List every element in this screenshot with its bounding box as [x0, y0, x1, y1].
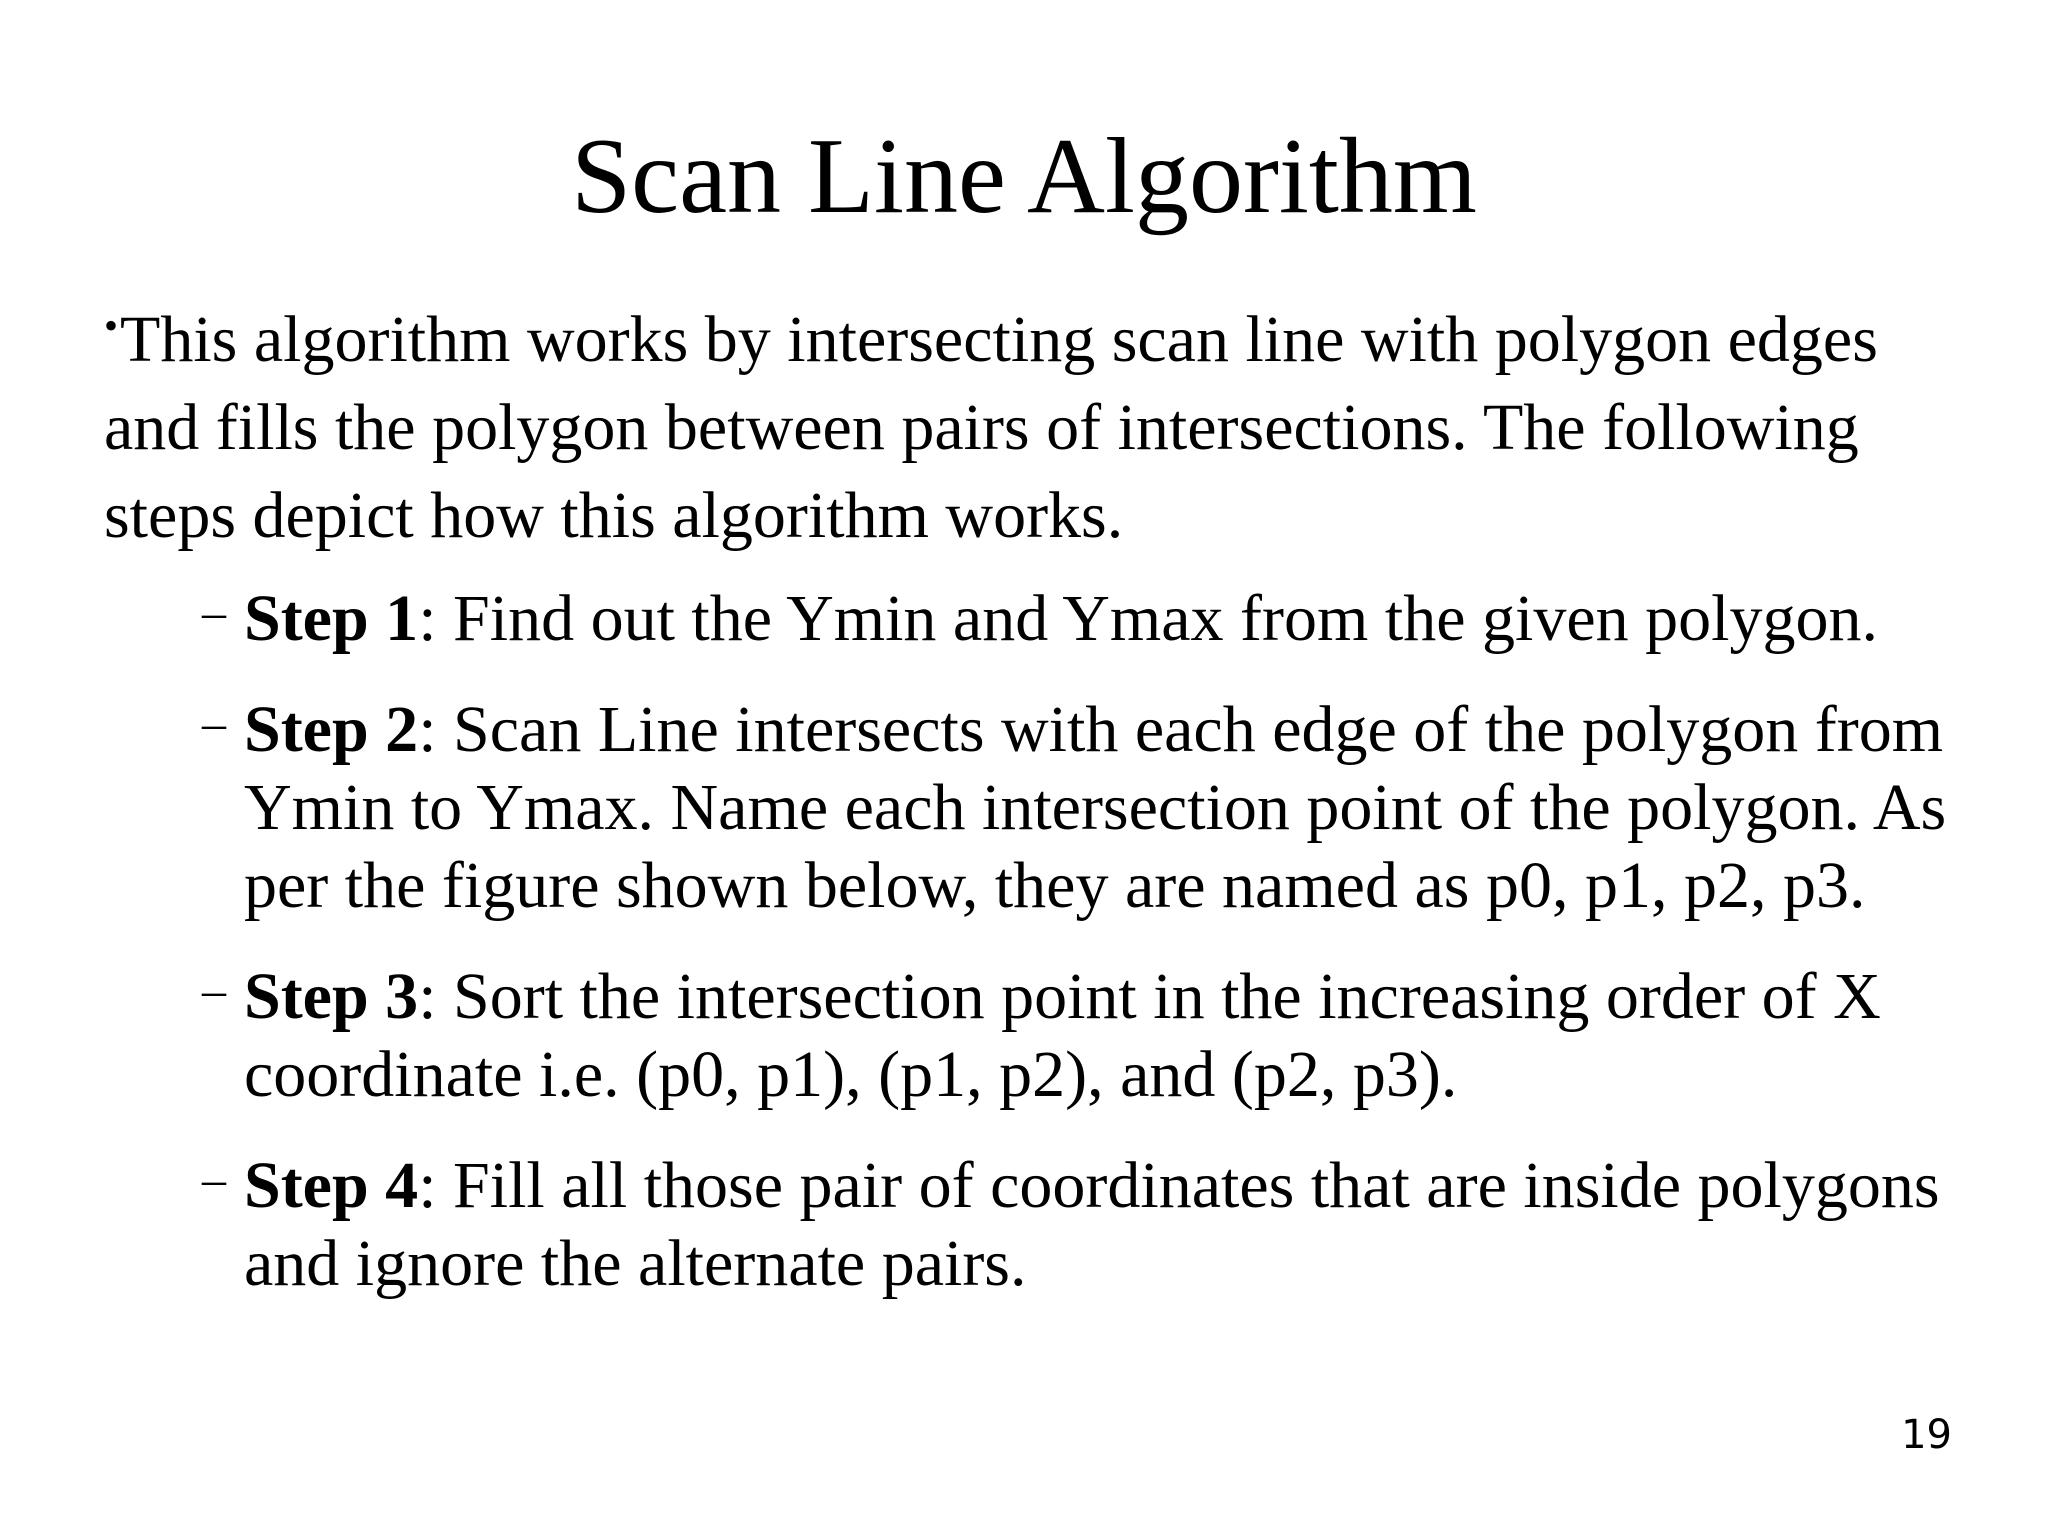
step-label: Step 4: [244, 1149, 419, 1222]
intro-text: This algorithm works by intersecting scan line with polygon edges and fills the polygon between pairs of intersections. The following steps depict how this algorithm works.: [104, 303, 1878, 552]
dash-icon: –: [202, 586, 226, 639]
page-number: 19: [1901, 1412, 1952, 1458]
step-label: Step 1: [244, 582, 419, 655]
dash-icon: –: [202, 697, 226, 750]
step-label: Step 3: [244, 960, 419, 1033]
step-item: [202, 691, 1984, 925]
step-item: [202, 580, 1984, 658]
step-text: : Sort the intersection point in the increasing order of X coordinate i.e. (p0, p1), (p1, p2), and (p2, p3).: [244, 960, 1881, 1111]
step-item: [202, 958, 1984, 1114]
step-text: : Scan Line intersects with each edge of the polygon from Ymin to Ymax. Name each intersection point of the polygon. As per the figure shown below, they are named as p0, p1, p2, p3.: [244, 693, 1947, 922]
step-item: [202, 1147, 1984, 1303]
dash-icon: –: [202, 1153, 226, 1206]
dash-icon: –: [202, 964, 226, 1017]
steps-list: [202, 580, 1984, 1303]
step-text: : Find out the Ymin and Ymax from the given polygon.: [418, 582, 1878, 655]
slide-body: [104, 282, 1984, 1336]
step-text: : Fill all those pair of coordinates that are inside polygons and ignore the alternate pairs.: [244, 1149, 1940, 1300]
intro-paragraph: [104, 282, 1984, 560]
bullet-icon: •: [104, 303, 119, 348]
slide-title: Scan Line Algorithm: [571, 117, 1477, 236]
step-label: Step 2: [244, 693, 419, 766]
